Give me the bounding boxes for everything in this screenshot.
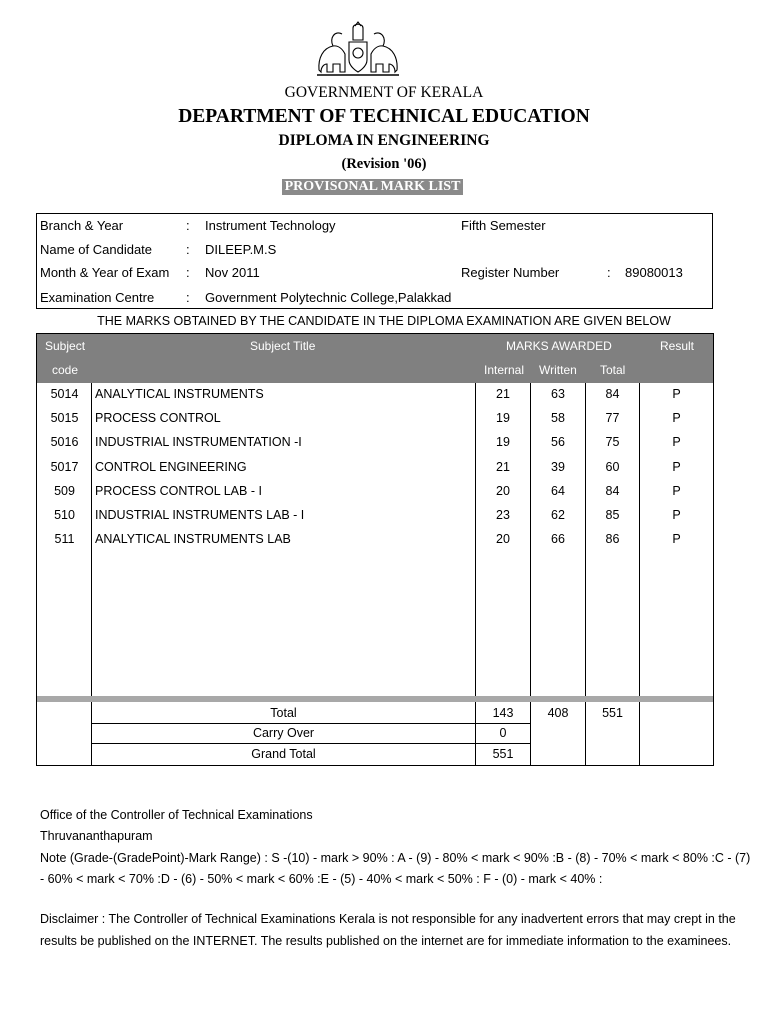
cell-title: INDUSTRIAL INSTRUMENTS LAB - I bbox=[95, 508, 305, 522]
cell-internal: 21 bbox=[496, 459, 510, 474]
branch-label: Branch & Year bbox=[40, 218, 124, 233]
exam-colon: : bbox=[186, 265, 190, 280]
cell-code: 5016 bbox=[50, 435, 79, 450]
kerala-state-emblem bbox=[315, 20, 401, 78]
centre-label: Examination Centre bbox=[40, 290, 155, 305]
table-header bbox=[37, 334, 713, 383]
cell-code: 511 bbox=[54, 532, 75, 547]
cell-total: 84 bbox=[605, 387, 620, 401]
cell-written: 66 bbox=[551, 532, 565, 547]
cell-total: 84 bbox=[605, 483, 620, 498]
cell-total: 75 bbox=[605, 435, 620, 450]
cell-code: 5014 bbox=[50, 387, 79, 401]
cell-total: 85 bbox=[605, 508, 620, 522]
disclaimer-line-1: Disclaimer : The Controller of Technical Examinations Kerala is not responsible for any inadvertent errors that may crept in the bbox=[40, 912, 736, 926]
register-value: 89080013 bbox=[625, 265, 683, 280]
marks-caption: THE MARKS OBTAINED BY THE CANDIDATE IN THE DIPLOMA EXAMINATION ARE GIVEN BELOW bbox=[97, 314, 671, 328]
divider bbox=[639, 702, 640, 765]
centre-value: Government Polytechnic College,Palakkad bbox=[205, 290, 452, 305]
header-code: code bbox=[52, 363, 79, 377]
cell-internal: 19 bbox=[496, 411, 510, 426]
exam-value: Nov 2011 bbox=[205, 265, 260, 280]
branch-colon: : bbox=[186, 218, 190, 233]
cell-written: 56 bbox=[551, 435, 565, 450]
header-marks-awarded: MARKS AWARDED bbox=[506, 339, 612, 353]
header-result: Result bbox=[660, 339, 695, 353]
divider bbox=[91, 723, 531, 724]
cell-result: P bbox=[672, 483, 681, 498]
cell-result: P bbox=[672, 459, 681, 474]
revision-label: (Revision '06) bbox=[341, 156, 427, 172]
grade-note-line-2: - 60% < mark < 70% :D - (6) - 50% < mark < 60% :E - (5) - 40% < mark < 50% : F - (0) - mark < 40% : bbox=[40, 872, 603, 886]
department-name: DEPARTMENT OF TECHNICAL EDUCATION bbox=[178, 106, 590, 127]
cell-result: P bbox=[672, 411, 681, 426]
office-city: Thruvananthapuram bbox=[40, 829, 153, 843]
cell-written: 62 bbox=[551, 508, 565, 522]
table-separator-band bbox=[37, 696, 713, 702]
cell-written: 58 bbox=[551, 411, 565, 426]
divider bbox=[91, 743, 531, 744]
cell-internal: 20 bbox=[496, 483, 510, 498]
carry-over-label: Carry Over bbox=[252, 726, 315, 740]
cell-written: 64 bbox=[551, 483, 565, 498]
register-label: Register Number bbox=[461, 265, 560, 280]
cell-title: ANALYTICAL INSTRUMENTS bbox=[95, 387, 264, 401]
document-title-badge: PROVISONAL MARK LIST bbox=[282, 179, 463, 195]
cell-code: 510 bbox=[54, 508, 75, 522]
candidate-name-value: DILEEP.M.S bbox=[205, 242, 277, 257]
grand-total-value: 551 bbox=[492, 747, 514, 761]
total-label: Total bbox=[270, 706, 297, 720]
cell-total: 77 bbox=[605, 411, 620, 426]
programme-name: DIPLOMA IN ENGINEERING bbox=[278, 132, 490, 149]
carry-over-value: 0 bbox=[499, 726, 507, 740]
cell-internal: 21 bbox=[496, 387, 510, 401]
candidate-name-label: Name of Candidate bbox=[40, 242, 153, 257]
cell-code: 509 bbox=[54, 483, 75, 498]
cell-title: PROCESS CONTROL LAB - I bbox=[95, 483, 262, 498]
cell-code: 5015 bbox=[50, 411, 79, 426]
cell-total: 60 bbox=[605, 459, 620, 474]
exam-label: Month & Year of Exam bbox=[40, 265, 170, 280]
header-subject: Subject bbox=[45, 339, 86, 353]
marks-table bbox=[36, 333, 714, 766]
grade-note-line-1: Note (Grade-(GradePoint)-Mark Range) : S -(10) - mark > 90% : A - (9) - 80% < mark < 90% :B - (8) - 70% < mark < 80% :C - (7) bbox=[40, 851, 751, 865]
total-internal: 143 bbox=[492, 706, 514, 720]
cell-internal: 23 bbox=[496, 508, 510, 522]
total-written: 408 bbox=[547, 706, 569, 720]
header-total: Total bbox=[600, 363, 626, 377]
cell-total: 86 bbox=[605, 532, 620, 547]
cell-title: ANALYTICAL INSTRUMENTS LAB bbox=[95, 532, 291, 547]
disclaimer-line-2: results be published on the INTERNET. The results published on the internet are for immediate information to the examinees. bbox=[40, 934, 732, 948]
register-colon: : bbox=[607, 265, 611, 280]
grand-total-label: Grand Total bbox=[251, 747, 316, 761]
semester-value: Fifth Semester bbox=[461, 218, 546, 233]
divider bbox=[91, 383, 92, 696]
cell-result: P bbox=[672, 508, 681, 522]
cell-title: INDUSTRIAL INSTRUMENTATION -I bbox=[95, 435, 302, 450]
cell-internal: 20 bbox=[496, 532, 510, 547]
total-total: 551 bbox=[602, 706, 623, 720]
candidate-info-box bbox=[36, 213, 713, 309]
cell-title: PROCESS CONTROL bbox=[95, 411, 221, 426]
centre-colon: : bbox=[186, 290, 190, 305]
branch-value: Instrument Technology bbox=[205, 218, 336, 233]
header-internal: Internal bbox=[484, 363, 525, 377]
cell-result: P bbox=[672, 532, 681, 547]
office-name: Office of the Controller of Technical Examinations bbox=[40, 808, 313, 822]
cell-title: CONTROL ENGINEERING bbox=[95, 459, 247, 474]
candidate-name-colon: : bbox=[186, 242, 190, 257]
cell-result: P bbox=[672, 387, 681, 401]
header-subject-title: Subject Title bbox=[250, 339, 316, 353]
cell-written: 63 bbox=[551, 387, 565, 401]
cell-result: P bbox=[672, 435, 681, 450]
cell-internal: 19 bbox=[496, 435, 510, 450]
cell-code: 5017 bbox=[50, 459, 79, 474]
government-name: GOVERNMENT OF KERALA bbox=[284, 84, 484, 101]
cell-written: 39 bbox=[551, 459, 565, 474]
header-written: Written bbox=[539, 363, 577, 377]
